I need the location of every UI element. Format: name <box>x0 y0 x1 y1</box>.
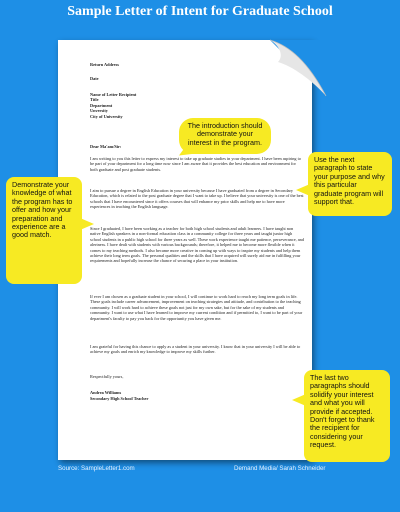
letter-page <box>58 40 312 460</box>
letter-date: Date <box>90 76 99 81</box>
letter-paragraph: I am writing to you this letter to express my interest to take up graduate studies in your department. I have been aspiring to be part of your department for a long time now since I am aware that it provides the best education and environment for both graduate and post graduate students. <box>90 156 301 172</box>
page-title: Sample Letter of Intent for Graduate School <box>67 4 333 19</box>
callout-purpose: Use the next paragraph to state your purpose and why this particular graduate program will support that. <box>308 152 392 216</box>
source-credit: Source: SampleLetter1.com <box>58 465 135 472</box>
letter-paragraph: I aim to pursue a degree in English Education in your university because I have graduated from a degree in Secondary Education, which is related to the post graduate degree that I want to take up. I believe that your university is one of the best schools that I have encountered since it offers courses that will enhance my prior skills and help me to have more experiences in teaching the English language. <box>90 188 304 210</box>
callout-knowledge: Demonstrate your knowledge of what the program has to offer and how your preparation and experience are a good match. <box>6 177 82 284</box>
letter-paragraph: If ever I am chosen as a graduate student in your school, I will continue to work hard to reach my long term goals in life. These goals include career advancement, improvement on teaching strategies and attitude, and contribution to the teaching community. I will work hard to achieve these goals not just for my own sake, but for the sake of my students and community. I want to use what I have learned to improve my current condition and if permitted to, I want to be part of your department's faculty to pay you back for the opportunity you have given me. <box>90 294 303 321</box>
callout-introduction: The introduction should demonstrate your interest in the program. <box>179 118 271 154</box>
letter-salutation: Dear Ma'am/Sir: <box>90 144 122 149</box>
recipient-line: Name of Letter Recipient <box>90 92 137 97</box>
letter-signature-title: Secondary High School Teacher <box>90 396 149 401</box>
letter-closing: Respectfully yours, <box>90 374 124 379</box>
letter-return-address: Return Address <box>90 62 119 67</box>
recipient-line: City of University <box>90 113 123 119</box>
image-credit: Demand Media/ Sarah Schneider <box>234 465 326 472</box>
callout-pointer <box>80 218 94 230</box>
recipient-line: Department <box>90 102 113 108</box>
recipient-line: Unversity <box>90 108 108 114</box>
letter-paragraph: I am grateful for having this chance to apply as a student in your university. I know that in your university I will be able to achieve my goals and enrich my knowledge to improve my skills further. <box>90 344 301 355</box>
callout-closing-paragraphs: The last two paragraphs should solidify your interest and what you will provide if accepted. Don't forget to thank the recipient for considering your request. <box>304 370 390 462</box>
letter-recipient-block <box>90 92 304 119</box>
letter-signature-name: Andrea Williams <box>90 390 122 395</box>
letter-paragraph: Since I graduated, I have been working as a teacher for both high school students and adult learners. I have taught non native English speakers in a non-formal education class in a community college for three years and taught junior high school students in a public high school for three years as well. These work experience taught me patience, perseverance, and alertness. I have dealt with students with various backgrounds; therefore, it helped me to become more flexible when it comes to my teaching methods. I also became more creative in coming up with ways to inspire my students and help them achieve their long term goals. The personal qualities and the skills that I have acquired will surely aid me in fulfilling your requirements and hopefully increase the chance of securing a place in your institution. <box>90 226 304 264</box>
recipient-line: Title <box>90 97 99 103</box>
